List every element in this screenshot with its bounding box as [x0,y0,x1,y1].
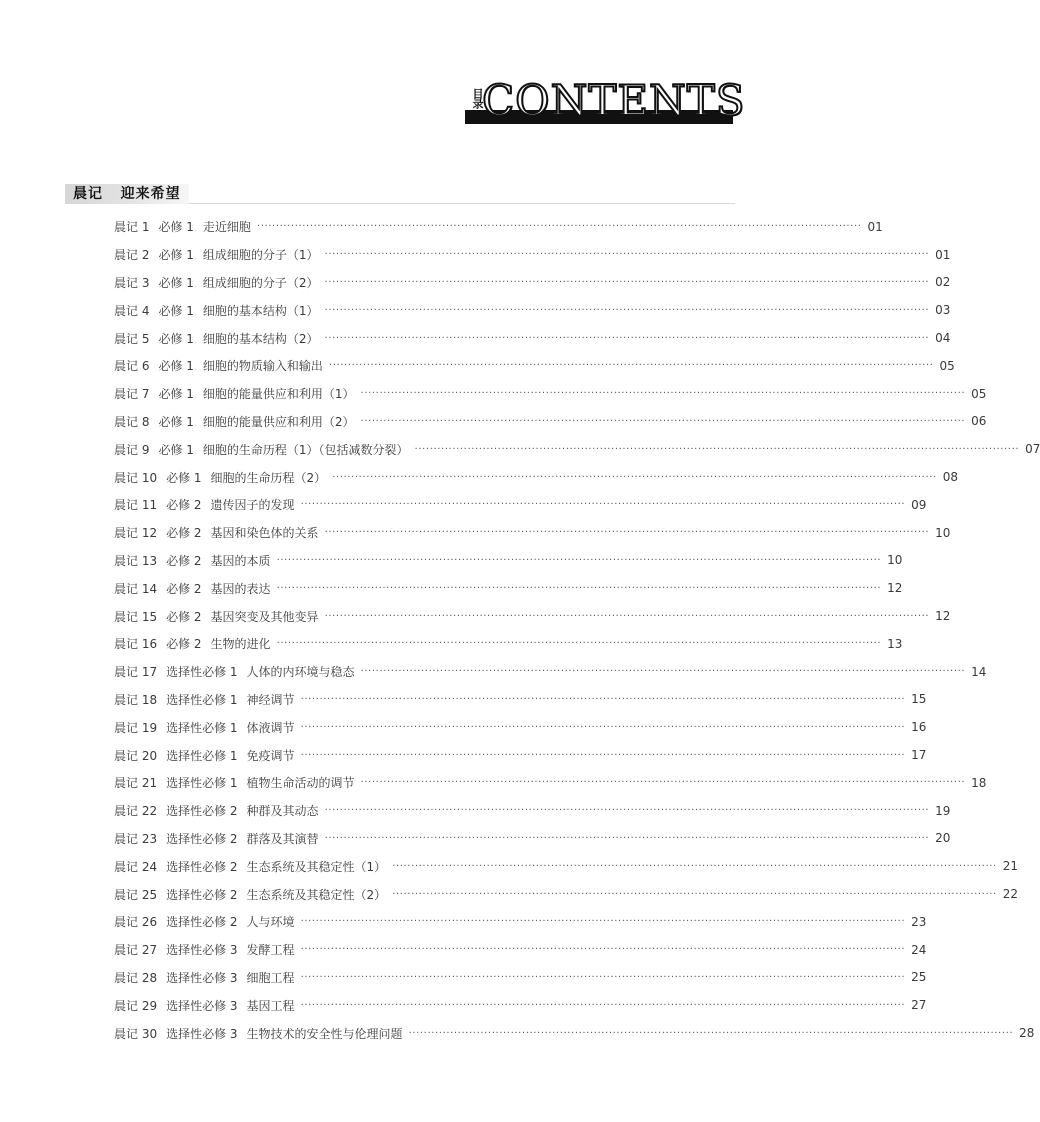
toc-entry-module: 选择性必修 2 [166,859,238,874]
contents-title: CONTENTS [482,76,746,125]
toc-entry-leader-dots: ································································································································································ [360,777,966,789]
toc-entry-page: 10 [935,525,951,540]
toc-entry-page: 03 [935,303,951,318]
toc-entry-code: 晨记 28 [114,970,158,985]
toc-entry-title: 生态系统及其稳定性（2） [246,887,387,902]
toc-entry-title: 基因的表达 [210,581,271,596]
toc-entry-module: 选择性必修 2 [166,915,238,930]
toc-entry[interactable] [114,213,883,241]
toc-entry-page: 04 [935,331,951,346]
toc-entry[interactable] [114,713,927,741]
toc-entry-title: 细胞的生命历程（1）（包括减数分裂） [202,442,409,457]
toc-entry[interactable] [114,658,987,686]
toc-entry-leader-dots: ································································································································································ [324,332,930,344]
toc-entry[interactable] [114,602,951,630]
toc-entry-code: 晨记 2 [114,248,150,263]
toc-entry-page: 07 [1025,442,1040,457]
toc-entry-module: 选择性必修 1 [166,748,238,763]
toc-entry-page: 12 [935,609,951,624]
toc-entry[interactable] [114,352,955,380]
toc-entry-leader-dots: ································································································································································ [324,304,930,316]
toc-entry-leader-dots: ································································································································································ [300,749,906,761]
toc-entry[interactable] [114,769,987,797]
toc-entry-title: 基因突变及其他变异 [210,609,319,624]
toc-entry-code: 晨记 25 [114,887,158,902]
toc-entry-title: 细胞的物质输入和输出 [202,359,323,374]
toc-entry-page: 12 [887,581,903,596]
toc-entry[interactable] [114,241,951,269]
toc-entry-module: 必修 1 [158,359,194,374]
toc-entry-code: 晨记 23 [114,831,158,846]
toc-entry-title: 组成细胞的分子（2） [202,275,319,290]
toc-entry-leader-dots: ································································································································································ [324,832,930,844]
toc-entry-module: 必修 2 [166,553,202,568]
toc-entry-code: 晨记 21 [114,776,158,791]
toc-entry-title: 群落及其演替 [246,831,319,846]
table-of-contents [114,213,1040,1047]
toc-entry-title: 人与环境 [246,915,295,930]
toc-entry-title: 生态系统及其稳定性（1） [246,859,387,874]
toc-entry-page: 24 [911,942,927,957]
toc-entry-title: 生物的进化 [210,637,271,652]
toc-entry[interactable] [114,686,927,714]
toc-entry-module: 必修 1 [158,248,194,263]
toc-entry-code: 晨记 29 [114,998,158,1013]
toc-entry-code: 晨记 27 [114,943,158,958]
toc-entry-page: 28 [1019,1026,1035,1040]
toc-entry-title: 细胞的基本结构（2） [202,331,319,346]
toc-entry-page: 16 [911,720,927,735]
contents-side-label: 目录 [471,88,484,108]
toc-entry[interactable] [114,269,951,297]
toc-entry-leader-dots: ································································································································································ [324,249,930,261]
toc-entry-title: 发酵工程 [246,943,295,958]
toc-entry-leader-dots: ································································································································································ [408,1027,1014,1039]
toc-entry[interactable] [114,1019,1035,1047]
toc-entry-leader-dots: ································································································································································ [276,638,882,650]
toc-entry-module: 选择性必修 1 [166,776,238,791]
toc-entry-title: 走近细胞 [202,220,251,235]
section-divider [189,203,735,204]
toc-entry[interactable] [114,435,1040,463]
toc-entry-leader-dots: ································································································································································ [360,415,966,427]
toc-entry-title: 基因和染色体的关系 [210,526,319,541]
toc-entry-code: 晨记 15 [114,609,158,624]
toc-entry-code: 晨记 9 [114,442,150,457]
toc-entry[interactable] [114,741,927,769]
toc-entry-page: 21 [1002,859,1019,874]
toc-entry-page: 14 [971,664,987,679]
toc-entry-page: 05 [971,386,987,401]
toc-entry[interactable] [114,797,951,825]
toc-entry-page: 25 [911,970,927,985]
toc-entry-module: 选择性必修 2 [166,887,238,902]
toc-entry-title: 人体的内环境与稳态 [246,665,355,680]
toc-entry-page: 01 [935,247,951,262]
toc-entry-leader-dots: ································································································································································ [300,944,906,956]
toc-entry-leader-dots: ································································································································································ [324,527,930,539]
toc-entry[interactable] [114,936,927,964]
toc-entry-leader-dots: ································································································································································ [324,610,930,622]
toc-entry[interactable] [114,491,927,519]
toc-entry-module: 必修 1 [158,331,194,346]
toc-entry-title: 基因的本质 [210,553,271,568]
toc-entry-module: 必修 2 [166,609,202,624]
toc-entry-code: 晨记 17 [114,665,158,680]
toc-entry-code: 晨记 11 [114,498,158,513]
toc-entry-page: 17 [911,748,927,763]
toc-entry-page: 08 [942,470,959,485]
toc-entry-code: 晨记 16 [114,637,158,652]
toc-entry-module: 必修 1 [158,220,194,235]
toc-entry-module: 选择性必修 1 [166,665,238,680]
toc-entry-code: 晨记 13 [114,553,158,568]
toc-entry-code: 晨记 20 [114,748,158,763]
toc-entry-module: 必修 1 [158,387,194,402]
toc-entry-module: 必修 2 [166,637,202,652]
toc-entry-module: 必修 1 [166,470,202,485]
toc-entry-page: 18 [971,775,987,790]
toc-entry[interactable] [114,630,903,658]
toc-entry-leader-dots: ································································································································································ [324,276,930,288]
toc-entry-leader-dots: ································································································································································ [300,999,906,1011]
toc-entry-module: 必修 1 [158,442,194,457]
toc-entry-code: 晨记 12 [114,526,158,541]
toc-entry-title: 遗传因子的发现 [210,498,295,513]
toc-entry-module: 必修 1 [158,303,194,318]
toc-entry-leader-dots: ································································································································································ [328,360,934,372]
toc-entry-title: 细胞的能量供应和利用（2） [202,414,355,429]
toc-entry-leader-dots: ································································································································································ [276,582,882,594]
toc-entry-title: 神经调节 [246,692,295,707]
toc-entry-code: 晨记 10 [114,470,158,485]
toc-entry-title: 种群及其动态 [246,804,319,819]
toc-entry-module: 必修 1 [158,414,194,429]
toc-entry-module: 选择性必修 3 [166,943,238,958]
toc-entry-page: 05 [939,358,955,373]
toc-entry-module: 必修 2 [166,498,202,513]
toc-entry-module: 选择性必修 1 [166,720,238,735]
toc-entry-leader-dots: ································································································································································ [324,805,930,817]
toc-entry-leader-dots: ································································································································································ [300,499,906,511]
toc-entry-title: 细胞工程 [246,970,295,985]
toc-entry-title: 组成细胞的分子（1） [202,248,319,263]
toc-entry-page: 27 [911,998,927,1013]
toc-entry-page: 10 [887,553,903,568]
toc-entry-code: 晨记 26 [114,915,158,930]
toc-entry-code: 晨记 18 [114,692,158,707]
toc-entry-title: 植物生命活动的调节 [246,776,355,791]
toc-entry[interactable] [114,380,987,408]
toc-entry-code: 晨记 7 [114,387,150,402]
toc-entry[interactable] [114,408,987,436]
toc-entry-module: 必修 1 [158,275,194,290]
toc-entry-title: 细胞的基本结构（1） [202,303,319,318]
toc-entry-code: 晨记 8 [114,414,150,429]
toc-entry-code: 晨记 4 [114,303,150,318]
toc-entry-title: 基因工程 [246,998,295,1013]
toc-entry-module: 选择性必修 2 [166,831,238,846]
toc-entry-page: 13 [887,636,903,651]
toc-entry-page: 19 [935,803,951,818]
toc-entry-title: 细胞的能量供应和利用（1） [202,387,355,402]
contents-header [463,76,746,128]
toc-entry-leader-dots: ································································································································································ [300,971,906,983]
toc-entry[interactable] [114,991,927,1019]
toc-entry-module: 选择性必修 3 [166,998,238,1013]
toc-entry-leader-dots: ································································································································································ [360,666,966,678]
section-tab [65,184,189,204]
toc-entry-title: 免疫调节 [246,748,295,763]
toc-entry[interactable] [114,908,927,936]
toc-entry[interactable] [114,825,951,853]
toc-entry-leader-dots: ································································································································································ [392,860,997,872]
toc-entry[interactable] [114,852,1019,880]
toc-entry-module: 必修 2 [166,581,202,596]
toc-entry[interactable] [114,547,903,575]
toc-entry-leader-dots: ································································································································································ [256,221,862,233]
toc-entry[interactable] [114,324,951,352]
toc-entry-page: 23 [911,914,927,929]
toc-entry[interactable] [114,880,1019,908]
toc-entry[interactable] [114,463,959,491]
toc-entry[interactable] [114,574,903,602]
toc-entry[interactable] [114,296,951,324]
toc-entry-code: 晨记 22 [114,804,158,819]
toc-entry-leader-dots: ································································································································································ [300,721,906,733]
toc-entry-module: 选择性必修 3 [166,970,238,985]
toc-entry-code: 晨记 30 [114,1026,158,1041]
section-title: 晨记 迎来希望 [73,186,181,202]
toc-entry-leader-dots: ································································································································································ [414,443,1020,455]
toc-entry-leader-dots: ································································································································································ [300,916,906,928]
toc-entry-module: 选择性必修 3 [166,1026,238,1041]
toc-entry-title: 生物技术的安全性与伦理问题 [246,1026,403,1041]
toc-entry-leader-dots: ································································································································································ [392,888,997,900]
toc-entry-module: 选择性必修 2 [166,804,238,819]
toc-entry-page: 01 [867,219,883,234]
toc-entry[interactable] [114,964,927,992]
toc-entry-title: 细胞的生命历程（2） [210,470,327,485]
toc-entry-title: 体液调节 [246,720,295,735]
toc-entry-code: 晨记 6 [114,359,150,374]
toc-entry[interactable] [114,519,951,547]
toc-entry-leader-dots: ································································································································································ [300,693,906,705]
toc-entry-page: 22 [1002,887,1019,902]
toc-entry-page: 06 [971,414,987,429]
toc-entry-code: 晨记 5 [114,331,150,346]
toc-entry-code: 晨记 14 [114,581,158,596]
section-header [65,184,735,204]
toc-entry-page: 09 [911,497,927,512]
toc-entry-leader-dots: ································································································································································ [332,471,937,483]
toc-entry-page: 15 [911,692,927,707]
toc-entry-code: 晨记 24 [114,859,158,874]
toc-entry-page: 02 [935,275,951,290]
toc-entry-module: 选择性必修 1 [166,692,238,707]
toc-entry-code: 晨记 1 [114,220,150,235]
toc-entry-code: 晨记 19 [114,720,158,735]
toc-entry-code: 晨记 3 [114,275,150,290]
toc-entry-leader-dots: ································································································································································ [276,554,882,566]
toc-entry-module: 必修 2 [166,526,202,541]
toc-entry-leader-dots: ································································································································································ [360,388,966,400]
toc-entry-page: 20 [935,831,951,846]
